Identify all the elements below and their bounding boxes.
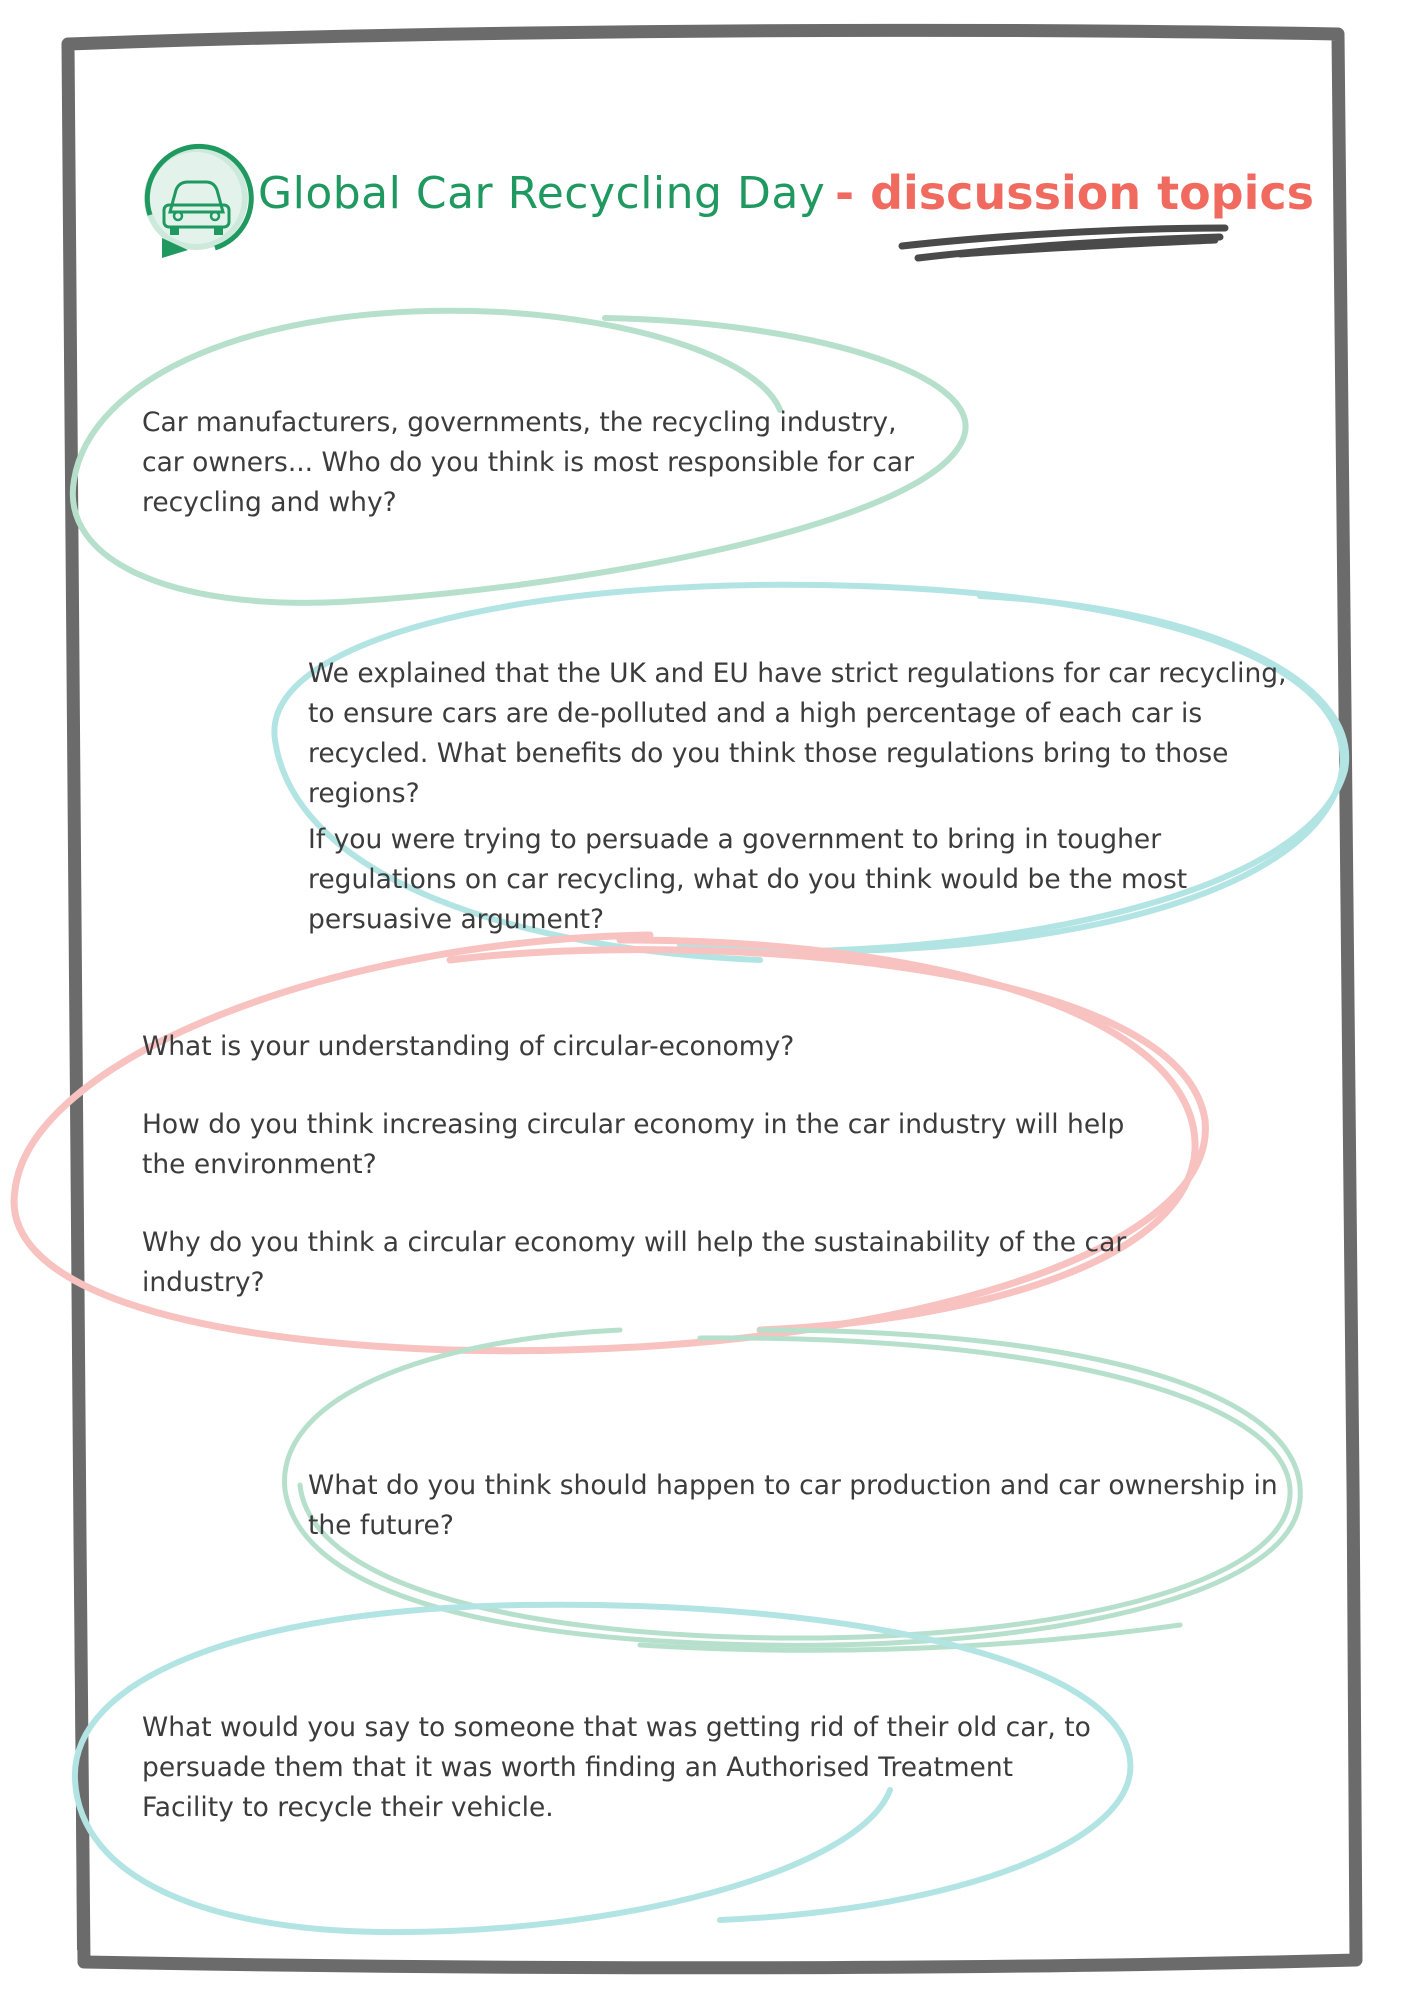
topic-responsibility [142, 403, 922, 523]
topic-circular-economy [142, 1027, 1132, 1303]
car-recycle-icon [144, 146, 251, 258]
page-title: Global Car Recycling Day [258, 168, 826, 219]
topic-paragraph: If you were trying to persuade a government to bring in tougher regulations on car recycling, what do you think would be the most persuasive argument? [308, 824, 1188, 935]
topic-paragraph: What do you think should happen to car production and car ownership in the future? [308, 1470, 1278, 1541]
topic-paragraph: What would you say to someone that was getting rid of their old car, to persuade them that it was worth finding an Authorised Treatment Facility to recycle their vehicle. [142, 1712, 1091, 1823]
topic-future [308, 1466, 1298, 1546]
topic-paragraph: How do you think increasing circular economy in the car industry will help the environment? [142, 1109, 1125, 1180]
page-subtitle: - discussion topics [835, 166, 1315, 220]
topic-paragraph: Why do you think a circular economy will help the sustainability of the car industry? [142, 1227, 1127, 1298]
title-underline [902, 228, 1225, 258]
topic-atf [142, 1708, 1102, 1828]
topic-paragraph: Car manufacturers, governments, the recycling industry, car owners... Who do you think is most responsible for car recycling and why? [142, 407, 914, 518]
topic-regulations [308, 654, 1298, 940]
topic-paragraph: What is your understanding of circular-economy? [142, 1031, 795, 1062]
topic-paragraph: We explained that the UK and EU have strict regulations for car recycling, to ensure cars are de-polluted and a high percentage of each car is recycled. What benefits do you think those regulations bring to those regions? [308, 658, 1287, 809]
